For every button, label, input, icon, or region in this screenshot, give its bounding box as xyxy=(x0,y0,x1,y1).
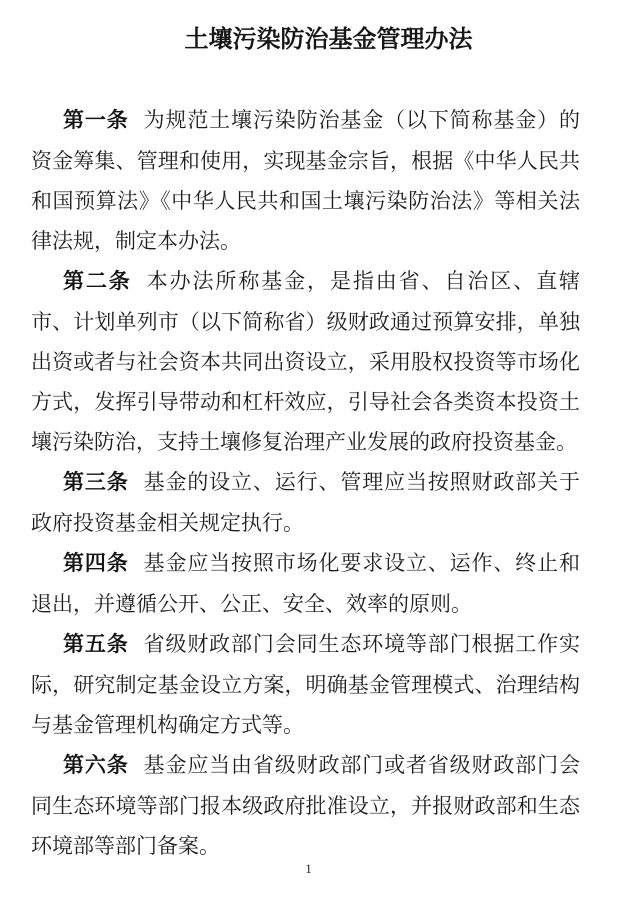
article-text-5: 省级财政部门会同生态环境等部门根据工作实际，研究制定基金设立方案，明确基金管理模式、治理结构与基金管理机构确定方式等。 xyxy=(31,632,581,737)
article-paragraph-3 xyxy=(31,462,580,543)
document-body xyxy=(31,100,580,866)
article-text-4: 基金应当按照市场化要求设立、运作、终止和退出，并遵循公开、公正、安全、效率的原则。 xyxy=(31,551,581,616)
article-text-1: 为规范土壤污染防治基金（以下简称基金）的资金筹集、管理和使用，实现基金宗旨，根据《中华人民共和国预算法》《中华人民共和国土壤污染防治法》等相关法律法规，制定本办法。 xyxy=(31,108,581,253)
article-label-1: 第一条 xyxy=(63,109,129,132)
article-text-6: 基金应当由省级财政部门或者省级财政部门会同生态环境等部门报本级政府批准设立，并报财政部和生态环境部等部门备案。 xyxy=(31,753,581,858)
article-paragraph-5 xyxy=(31,624,580,745)
article-paragraph-4 xyxy=(31,543,580,624)
article-label-3: 第三条 xyxy=(63,471,129,494)
article-label-6: 第六条 xyxy=(63,754,129,777)
article-paragraph-6 xyxy=(31,745,580,866)
article-label-5: 第五条 xyxy=(63,633,129,656)
page-number: 1 xyxy=(305,861,312,876)
article-paragraph-1 xyxy=(31,100,580,261)
article-paragraph-2 xyxy=(31,261,580,462)
article-label-2: 第二条 xyxy=(63,270,132,293)
document-title: 土壤污染防治基金管理办法 xyxy=(184,26,473,53)
article-text-2: 本办法所称基金，是指由省、自治区、直辖市、计划单列市（以下简称省）级财政通过预算安排，单独出资或者与社会资本共同出资设立，采用股权投资等市场化方式，发挥引导带动和杠杆效应，引导社会各类资本投资土壤污染防治，支持土壤修复治理产业发展的政府投资基金。 xyxy=(31,269,581,454)
article-text-3: 基金的设立、运行、管理应当按照财政部关于政府投资基金相关规定执行。 xyxy=(31,470,581,535)
article-label-4: 第四条 xyxy=(63,552,129,575)
